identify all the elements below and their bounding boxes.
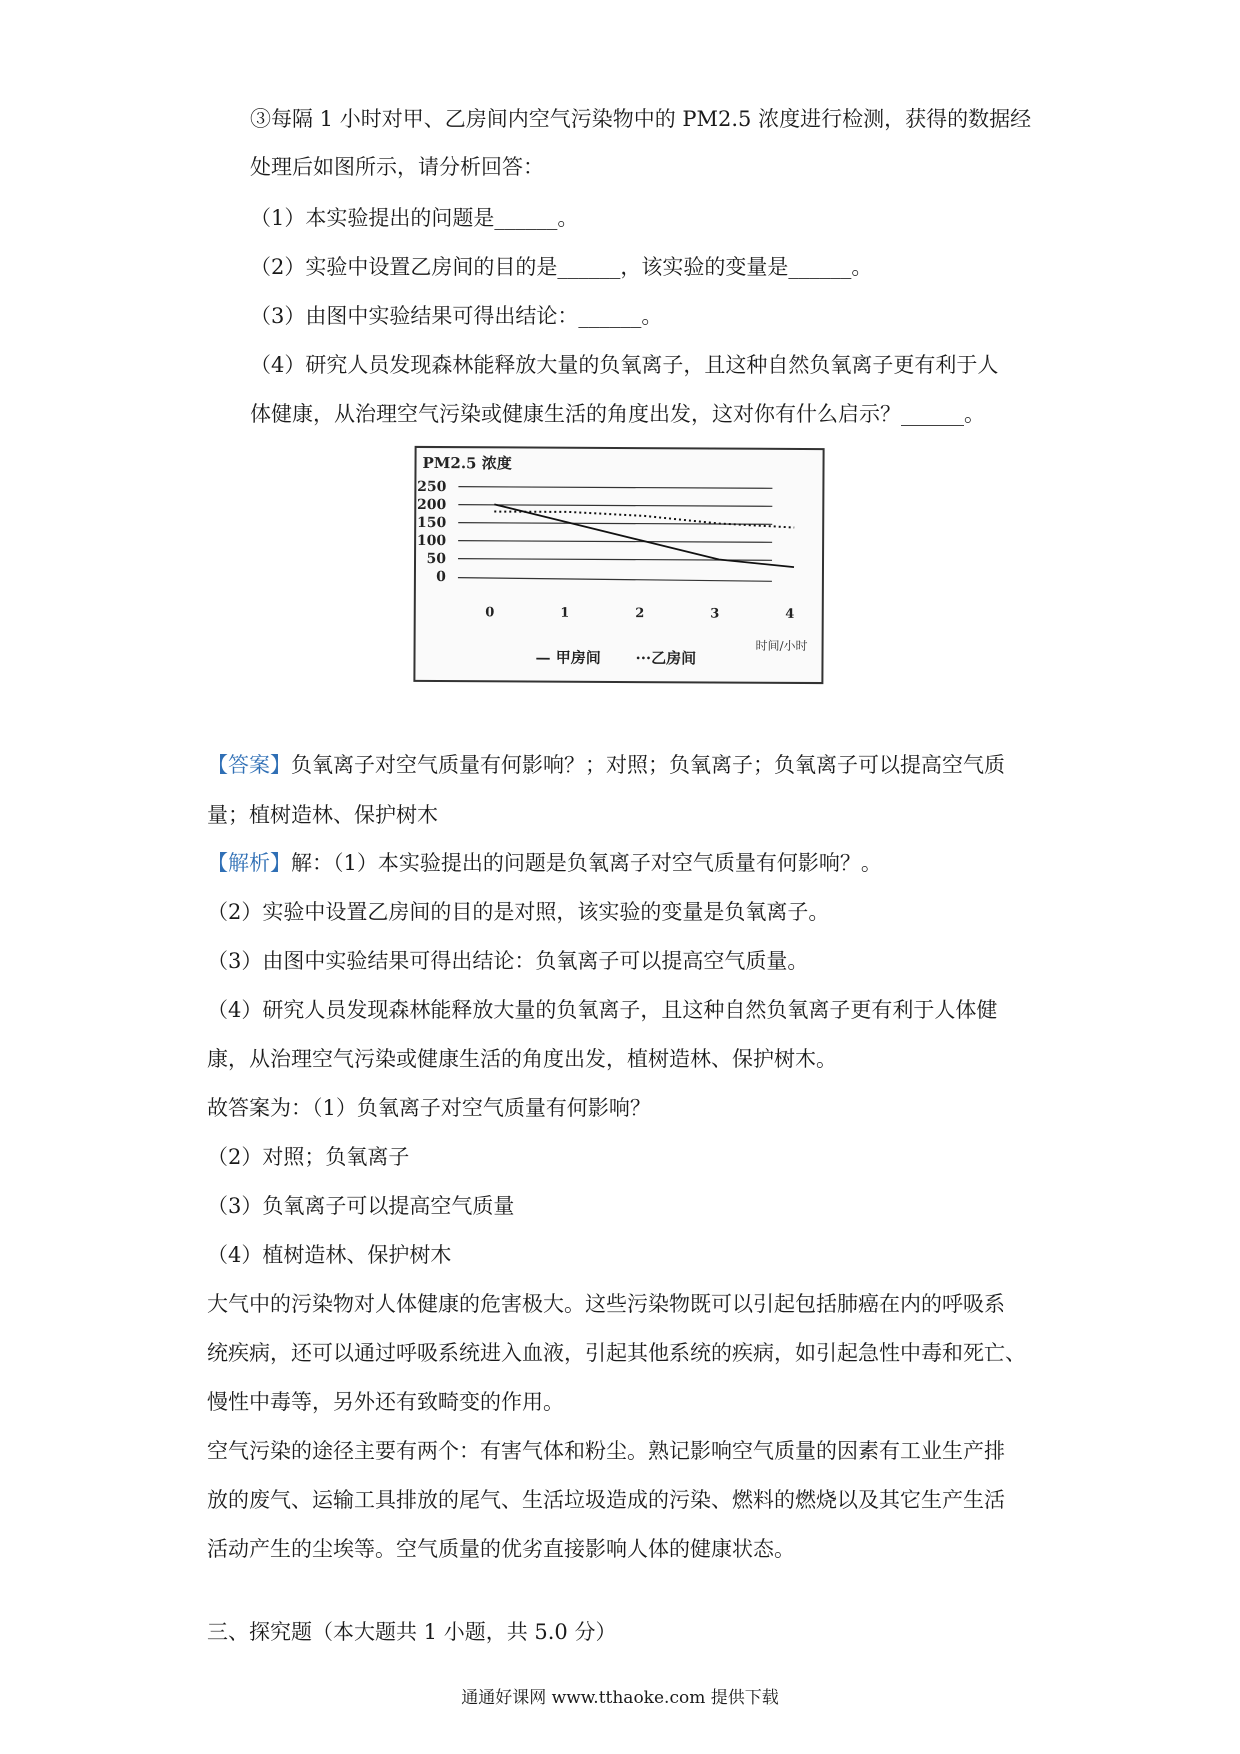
analysis-tag: 【解析】 [207, 851, 291, 875]
analysis-line-5: 康，从治理空气污染或健康生活的角度出发，植树造林、保护树木。 [207, 1047, 837, 1071]
chart-y-axis-label: PM2.5 浓度 [422, 453, 512, 473]
y-tick-label-0: 0 [436, 569, 446, 586]
answer-line-1 [207, 750, 1005, 780]
paragraph-1-line-2: 统疾病，还可以通过呼吸系统进入血液，引起其他系统的疾病，如引起急性中毒和死亡、 [207, 1341, 1026, 1365]
y-tick-label-150: 150 [416, 514, 447, 532]
answer-tag: 【答案】 [207, 753, 291, 777]
question-4-line-2: 体健康，从治理空气污染或健康生活的角度出发，这对你有什么启示？______。 [250, 402, 985, 426]
analysis-text-1: 解：（1）本实验提出的问题是负氧离子对空气质量有何影响？。 [291, 851, 882, 875]
paragraph-1-line-1: 大气中的污染物对人体健康的危害极大。这些污染物既可以引起包括肺癌在内的呼吸系 [207, 1292, 1005, 1316]
grid-line-250 [458, 487, 772, 489]
paragraph-1-line-3: 慢性中毒等，另外还有致畸变的作用。 [207, 1390, 564, 1414]
paragraph-2-line-2: 放的废气、运输工具排放的尾气、生活垃圾造成的污染、燃料的燃烧以及其它生产生活 [207, 1488, 1005, 1512]
x-tick-label-2: 2 [635, 606, 645, 622]
x-tick-label-0: 0 [485, 605, 495, 621]
y-tick-label-200: 200 [417, 496, 447, 514]
series-line-jia-room [494, 504, 794, 567]
analysis-line-6: 故答案为：（1）负氧离子对空气质量有何影响？ [207, 1096, 651, 1120]
x-tick-label-1: 1 [560, 605, 570, 621]
analysis-line-9: （4）植树造林、保护树木 [207, 1243, 452, 1267]
analysis-line-7: （2）对照；负氧离子 [207, 1145, 410, 1169]
analysis-line-8: （3）负氧离子可以提高空气质量 [207, 1194, 515, 1218]
analysis-line-2: （2）实验中设置乙房间的目的是对照，该实验的变量是负氧离子。 [207, 900, 830, 924]
y-tick-label-250: 250 [417, 478, 447, 496]
page-footer: 通通好课网 www.tthaoke.com 提供下载 [461, 1688, 779, 1708]
section-heading: 三、探究题（本大题共 1 小题，共 5.0 分） [207, 1620, 617, 1644]
grid-line-0 [458, 578, 772, 582]
paragraph-2-line-1: 空气污染的途径主要有两个：有害气体和粉尘。熟记影响空气质量的因素有工业生产排 [207, 1439, 1005, 1463]
question-intro-line-1: ③每隔 1 小时对甲、乙房间内空气污染物中的 PM2.5 浓度进行检测，获得的数据经 [250, 107, 1032, 131]
analysis-line-4: （4）研究人员发现森林能释放大量的负氧离子，且这种自然负氧离子更有利于人体健 [207, 998, 998, 1022]
pm25-chart-svg [415, 448, 822, 682]
legend-entry-jia-room: — 甲房间 [535, 648, 601, 667]
grid-line-100 [458, 541, 772, 543]
legend-entry-yi-room: ···乙房间 [635, 649, 697, 668]
chart-x-axis-label: 时间/小时 [755, 638, 808, 653]
question-4-line-1: （4）研究人员发现森林能释放大量的负氧离子，且这种自然负氧离子更有利于人 [250, 353, 999, 377]
grid-line-200 [458, 505, 772, 507]
analysis-line-1 [207, 848, 882, 878]
analysis-line-3: （3）由图中实验结果可得出结论：负氧离子可以提高空气质量。 [207, 949, 809, 973]
y-tick-label-50: 50 [426, 550, 447, 568]
x-tick-label-4: 4 [785, 606, 795, 622]
answer-text-1: 负氧离子对空气质量有何影响？；对照；负氧离子；负氧离子可以提高空气质 [291, 753, 1005, 777]
paragraph-2-line-3: 活动产生的尘埃等。空气质量的优劣直接影响人体的健康状态。 [207, 1537, 795, 1561]
pm25-chart [413, 446, 824, 684]
series-line-yi-room [494, 512, 794, 528]
y-tick-label-100: 100 [416, 532, 447, 550]
answer-line-2: 量；植树造林、保护树木 [207, 803, 438, 827]
question-intro-line-2: 处理后如图所示，请分析回答： [250, 155, 544, 179]
question-2: （2）实验中设置乙房间的目的是______，该实验的变量是______。 [250, 255, 873, 279]
question-3: （3）由图中实验结果可得出结论：______。 [250, 304, 663, 328]
x-tick-label-3: 3 [710, 606, 720, 622]
question-1: （1）本实验提出的问题是______。 [250, 206, 579, 230]
chart-legend [535, 649, 696, 668]
